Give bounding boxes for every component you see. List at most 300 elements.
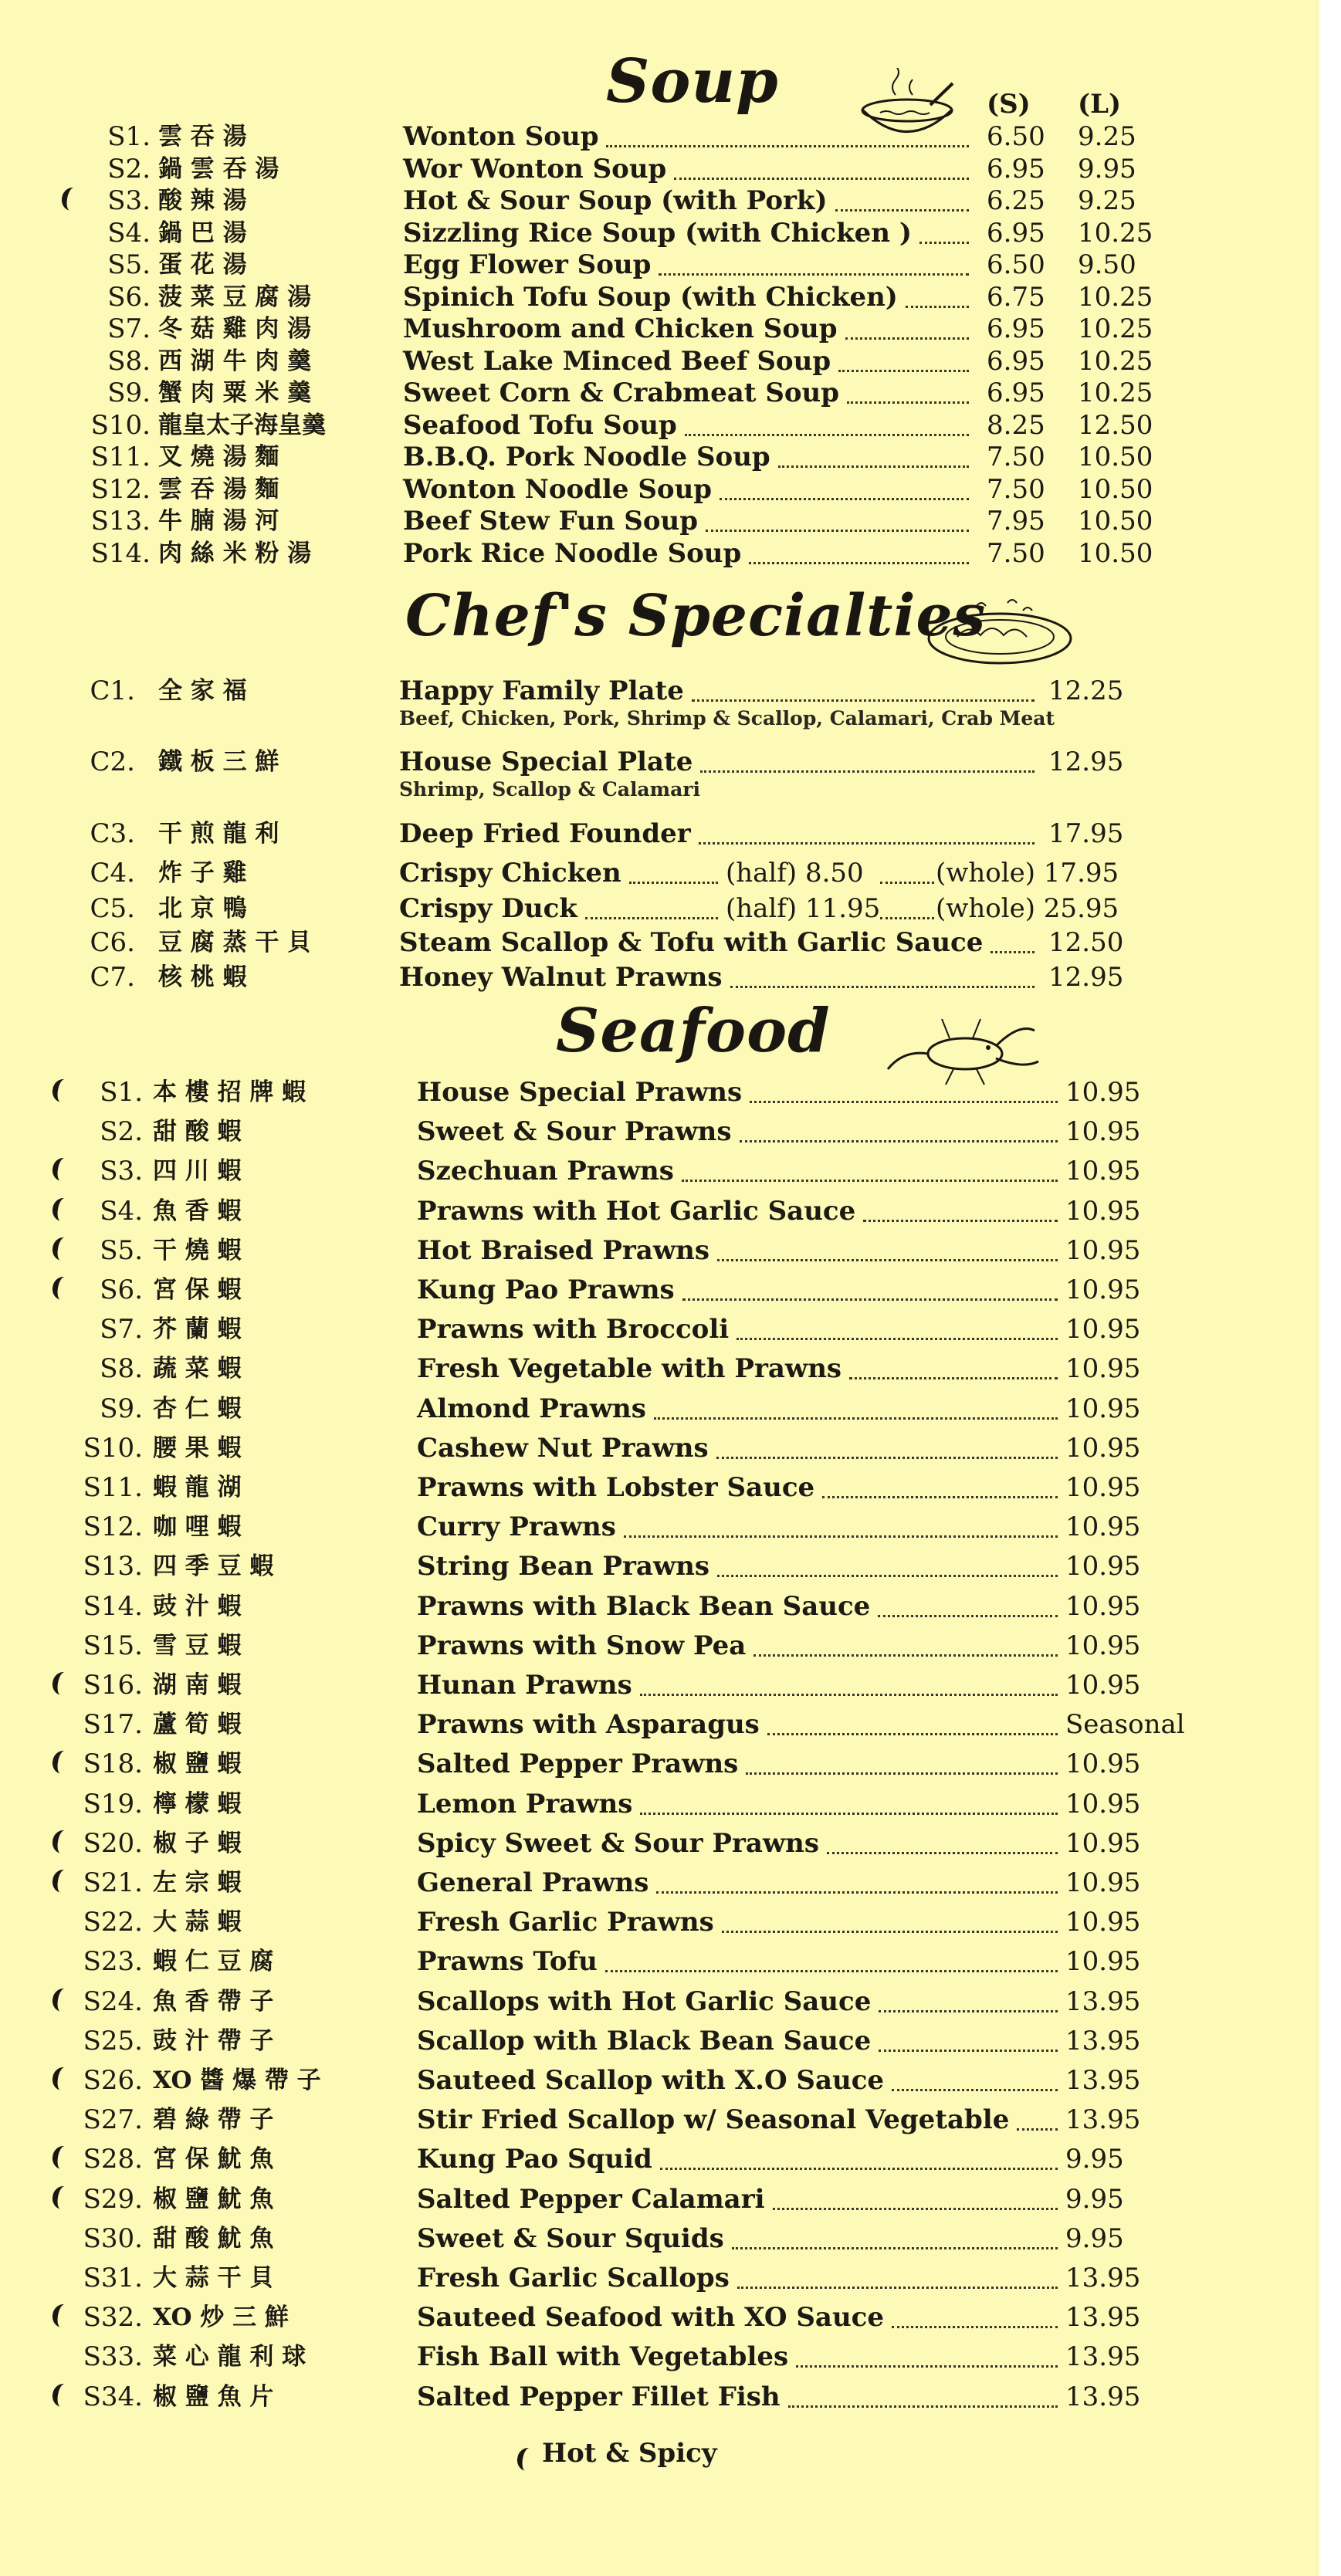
leader-dots xyxy=(892,2324,1058,2328)
item-english-name: Steam Scallop & Tofu with Garlic Sauce xyxy=(399,927,984,958)
item-chinese-name: 大 蒜 蝦 xyxy=(153,1908,242,1937)
item-chinese-name: 豉 汁 蝦 xyxy=(153,1592,242,1620)
item-chinese-name: 菠 菜 豆 腐 湯 xyxy=(158,283,312,311)
seafood-item-row xyxy=(0,1310,1341,1349)
item-chinese-name: XO 炒 三 鮮 xyxy=(153,2304,289,2332)
chef-item-row xyxy=(0,814,1341,853)
item-english-name: Sauteed Scallop with X.O Sauce xyxy=(417,2065,885,2096)
price-small: 6.25 xyxy=(987,185,1045,216)
leader-dots xyxy=(654,1416,1058,1420)
chef-item-row xyxy=(0,958,1341,997)
leader-dots xyxy=(605,1968,1058,1972)
item-english-name: Mushroom and Chicken Soup xyxy=(403,313,838,344)
item-code: S33. xyxy=(83,2341,143,2373)
seafood-item-row xyxy=(0,1508,1341,1546)
leader-dots xyxy=(849,1376,1058,1379)
price-large: 10.25 xyxy=(1078,377,1153,408)
leader-dots xyxy=(750,1099,1058,1103)
leader-dots xyxy=(753,1653,1058,1657)
seafood-item-row xyxy=(0,1152,1341,1190)
size-small-header: (S) xyxy=(987,89,1031,120)
price: 10.95 xyxy=(1065,1630,1141,1661)
item-code: S6. xyxy=(100,1274,143,1305)
seafood-section-title: Seafood xyxy=(556,996,831,1066)
item-english-name: Lemon Prawns xyxy=(417,1788,633,1819)
price: 17.95 xyxy=(1048,818,1124,849)
item-english-name: Wonton Noodle Soup xyxy=(403,473,713,505)
seafood-item-row xyxy=(0,1666,1341,1704)
price: 10.95 xyxy=(1065,1116,1141,1148)
leader-dots xyxy=(732,2246,1058,2249)
item-code: C2. xyxy=(90,746,135,777)
item-english-name: Prawns with Asparagus xyxy=(417,1709,760,1741)
item-english-name: Almond Prawns xyxy=(417,1393,646,1424)
seafood-item-row xyxy=(0,2140,1341,2178)
leader-dots xyxy=(822,1494,1058,1498)
leader-dots xyxy=(919,240,969,244)
item-chinese-name: 叉 燒 湯 麵 xyxy=(158,443,279,471)
item-chinese-name: 湖 南 蝦 xyxy=(153,1671,242,1699)
item-chinese-name: 鍋 巴 湯 xyxy=(158,218,247,247)
price: 10.95 xyxy=(1065,1748,1141,1780)
price: 9.95 xyxy=(1065,2183,1124,2215)
item-english-name: Scallop with Black Bean Sauce xyxy=(417,2025,872,2056)
leader-dots xyxy=(892,2087,1058,2091)
leader-dots xyxy=(730,984,1035,988)
item-english-name: Wonton Soup xyxy=(403,121,599,152)
leader-dots xyxy=(717,1258,1058,1261)
leader-dots xyxy=(640,1811,1058,1815)
item-code: S18. xyxy=(83,1748,143,1780)
item-code: S16. xyxy=(83,1670,143,1701)
item-english-name: House Special Prawns xyxy=(417,1077,743,1108)
seafood-item-row xyxy=(0,1863,1341,1902)
price-large: 10.50 xyxy=(1078,537,1153,569)
item-code: S1. xyxy=(100,1077,143,1108)
item-code: S13. xyxy=(83,1551,143,1582)
seafood-item-row xyxy=(0,1942,1341,1981)
item-chinese-name: 本 樓 招 牌 蝦 xyxy=(153,1078,306,1106)
leader-dots xyxy=(717,1573,1058,1577)
item-code: S2. xyxy=(107,153,151,184)
leader-dots xyxy=(699,841,1035,845)
price: 13.95 xyxy=(1065,2263,1141,2293)
size-large-header: (L) xyxy=(1078,89,1122,120)
chili-pepper-icon xyxy=(516,2446,540,2473)
item-english-name: West Lake Minced Beef Soup xyxy=(403,345,831,377)
item-english-name: Kung Pao Squid xyxy=(417,2144,652,2175)
price: 13.95 xyxy=(1065,2341,1141,2373)
item-code: C7. xyxy=(90,962,135,993)
item-code: S12. xyxy=(90,473,151,505)
leader-dots xyxy=(879,2009,1058,2012)
item-code: S27. xyxy=(83,2104,143,2136)
price-large: 10.25 xyxy=(1078,217,1153,249)
leader-dots xyxy=(659,272,969,276)
seafood-item-row xyxy=(0,1785,1341,1823)
price-large: 10.25 xyxy=(1078,281,1153,313)
plate-illustration xyxy=(923,591,1077,672)
item-chinese-name: 椒 鹽 魚 片 xyxy=(153,2382,274,2411)
seafood-item-row xyxy=(0,1271,1341,1309)
leader-dots xyxy=(585,916,718,919)
item-code: C3. xyxy=(90,818,135,849)
item-chinese-name: 椒 鹽 蝦 xyxy=(153,1750,242,1779)
leader-dots xyxy=(749,560,969,564)
item-chinese-name: 雲 吞 湯 xyxy=(158,123,247,151)
item-english-name: Fresh Garlic Prawns xyxy=(417,1907,714,1938)
item-chinese-name: 魚 香 蝦 xyxy=(153,1197,242,1225)
item-english-name: Sweet & Sour Prawns xyxy=(417,1116,732,1148)
item-chinese-name: 芥 蘭 蝦 xyxy=(153,1315,242,1344)
price: 10.95 xyxy=(1065,1907,1141,1938)
price-small: 7.50 xyxy=(987,537,1045,569)
price: 10.95 xyxy=(1065,1788,1141,1819)
item-chinese-name: 鐵 板 三 鮮 xyxy=(158,748,279,776)
price: 12.95 xyxy=(1048,962,1124,993)
leader-dots xyxy=(838,368,969,372)
item-chinese-name: 碧 綠 帶 子 xyxy=(153,2106,274,2134)
leader-dots xyxy=(737,2285,1058,2289)
item-code: S3. xyxy=(107,185,151,216)
price: 12.50 xyxy=(1048,927,1124,958)
seafood-item-row xyxy=(0,1627,1341,1665)
seafood-item-row xyxy=(0,2298,1341,2337)
leader-dots xyxy=(878,1613,1058,1617)
item-code: S24. xyxy=(83,1985,143,2017)
hot-spicy-legend xyxy=(517,2438,717,2469)
item-english-name: Hot & Sour Soup (with Pork) xyxy=(403,185,828,216)
price: 13.95 xyxy=(1065,2065,1141,2096)
item-chinese-name: 豆 腐 蒸 干 貝 xyxy=(158,929,312,956)
leader-dots xyxy=(640,1692,1058,1696)
leader-dots xyxy=(629,880,718,884)
price-small: 6.75 xyxy=(987,281,1045,313)
price: 10.95 xyxy=(1065,1077,1141,1108)
item-code: S5. xyxy=(107,249,151,280)
price-half: (half) 11.95 xyxy=(726,893,881,924)
leader-dots xyxy=(685,432,969,436)
item-english-name: Prawns with Hot Garlic Sauce xyxy=(417,1195,856,1227)
item-chinese-name: 宮 保 魷 魚 xyxy=(153,2145,274,2174)
price: Seasonal xyxy=(1065,1709,1185,1741)
item-chinese-name: 雪 豆 蝦 xyxy=(153,1631,242,1660)
price-large: 10.50 xyxy=(1078,506,1153,537)
price-small: 6.50 xyxy=(987,249,1045,280)
seafood-item-row xyxy=(0,1547,1341,1586)
item-english-name: String Bean Prawns xyxy=(417,1551,710,1582)
chef-item-row xyxy=(0,889,1341,928)
leader-dots xyxy=(716,1455,1058,1459)
price-whole: (whole) 25.95 xyxy=(936,893,1119,924)
seafood-item-row xyxy=(0,1112,1341,1151)
item-english-name: Prawns with Black Bean Sauce xyxy=(417,1590,871,1622)
leader-dots xyxy=(737,1336,1058,1340)
item-chinese-name: 牛 腩 湯 河 xyxy=(158,507,279,535)
scan-border xyxy=(1319,0,1341,2576)
item-code: S23. xyxy=(83,1946,143,1978)
item-code: S32. xyxy=(83,2302,143,2334)
price: 10.95 xyxy=(1065,1393,1141,1424)
item-code: S5. xyxy=(100,1234,143,1266)
item-english-name: Pork Rice Noodle Soup xyxy=(403,537,742,569)
price-large: 12.50 xyxy=(1078,409,1153,441)
price: 9.95 xyxy=(1065,2144,1124,2175)
soup-item-row xyxy=(0,534,1341,573)
price-small: 6.95 xyxy=(987,217,1045,249)
item-english-name: General Prawns xyxy=(417,1867,649,1898)
seafood-item-row xyxy=(0,2219,1341,2258)
item-english-name: Honey Walnut Prawns xyxy=(399,962,723,993)
price-large: 10.25 xyxy=(1078,345,1153,377)
price-small: 7.50 xyxy=(987,442,1045,472)
seafood-item-row xyxy=(0,1982,1341,2021)
item-english-name: Prawns with Broccoli xyxy=(417,1314,730,1346)
item-chinese-name: 左 宗 蝦 xyxy=(153,1869,242,1897)
price-small: 6.95 xyxy=(987,153,1045,184)
item-code: S6. xyxy=(107,281,151,313)
seafood-item-row xyxy=(0,2378,1341,2416)
item-code: S10. xyxy=(90,409,151,441)
item-code: S7. xyxy=(100,1314,143,1346)
item-english-name: Prawns with Lobster Sauce xyxy=(417,1472,815,1503)
chefs-specialties-section-title: Chef's Specialties xyxy=(405,583,987,649)
item-code: S13. xyxy=(90,506,151,537)
item-english-name: Seafood Tofu Soup xyxy=(403,409,677,441)
item-chinese-name: 蝦 龍 湖 xyxy=(153,1474,242,1501)
leader-dots xyxy=(991,949,1035,953)
item-code: S28. xyxy=(83,2144,143,2175)
item-english-name: Salted Pepper Prawns xyxy=(417,1748,739,1780)
price-small: 6.95 xyxy=(987,313,1045,344)
leader-dots xyxy=(767,1731,1058,1735)
item-english-name: Curry Prawns xyxy=(417,1511,616,1543)
item-chinese-name: XO 醬 爆 帶 子 xyxy=(153,2067,321,2094)
price-large: 9.50 xyxy=(1078,249,1136,280)
item-chinese-name: 蟹 肉 粟 米 羹 xyxy=(158,379,312,407)
seafood-item-row xyxy=(0,1073,1341,1112)
item-english-name: Deep Fried Founder xyxy=(399,818,691,849)
leader-dots xyxy=(845,336,969,340)
seafood-item-row xyxy=(0,2100,1341,2139)
price-small: 7.50 xyxy=(987,473,1045,505)
item-chinese-name: 干 煎 龍 利 xyxy=(158,820,279,848)
price: 13.95 xyxy=(1065,2381,1141,2412)
leader-dots xyxy=(706,528,969,532)
price: 12.95 xyxy=(1048,746,1124,777)
item-code: S26. xyxy=(83,2065,143,2096)
seafood-item-row xyxy=(0,2259,1341,2297)
soup-section-title: Soup xyxy=(606,46,779,117)
price-large: 10.50 xyxy=(1078,473,1153,505)
item-english-name: House Special Plate xyxy=(399,746,693,777)
price-half: (half) 8.50 xyxy=(726,858,864,889)
price-small: 8.25 xyxy=(987,409,1045,441)
seafood-item-row xyxy=(0,1903,1341,1941)
item-chinese-name: 蛋 花 湯 xyxy=(158,251,247,279)
item-english-name: Prawns with Snow Pea xyxy=(417,1630,747,1661)
item-chinese-name: 酸 辣 湯 xyxy=(158,187,247,215)
price: 12.25 xyxy=(1048,675,1124,706)
price: 13.95 xyxy=(1065,2302,1141,2334)
item-english-name: Egg Flower Soup xyxy=(403,249,652,280)
chef-item-row xyxy=(0,854,1341,892)
item-english-name: Fish Ball with Vegetables xyxy=(417,2341,789,2373)
item-english-name: Scallops with Hot Garlic Sauce xyxy=(417,1985,872,2017)
price: 10.95 xyxy=(1065,1827,1141,1859)
item-code: S19. xyxy=(83,1788,143,1819)
price: 10.95 xyxy=(1065,1195,1141,1227)
item-chinese-name: 杏 仁 蝦 xyxy=(153,1394,242,1423)
item-code: S1. xyxy=(107,121,151,152)
item-chinese-name: 咖 哩 蝦 xyxy=(153,1513,242,1542)
item-code: C4. xyxy=(90,858,135,889)
leader-dots xyxy=(880,916,934,919)
item-chinese-name: 雲 吞 湯 麵 xyxy=(158,475,279,503)
price: 10.95 xyxy=(1065,1590,1141,1622)
seafood-item-row xyxy=(0,1390,1341,1428)
leader-dots xyxy=(624,1534,1058,1538)
item-code: S10. xyxy=(83,1432,143,1464)
item-chinese-name: 魚 香 帶 子 xyxy=(153,1987,274,2016)
item-english-name: Szechuan Prawns xyxy=(417,1156,674,1187)
item-english-name: Salted Pepper Calamari xyxy=(417,2183,765,2215)
item-code: C5. xyxy=(90,893,135,924)
item-chinese-name: 肉 絲 米 粉 湯 xyxy=(158,539,312,567)
item-code: S9. xyxy=(107,377,151,408)
price-large: 10.25 xyxy=(1078,313,1153,344)
leader-dots xyxy=(1017,2127,1058,2131)
item-code: S7. xyxy=(107,313,151,344)
leader-dots xyxy=(746,1771,1058,1775)
item-chinese-name: 豉 汁 帶 子 xyxy=(153,2026,274,2055)
leader-dots xyxy=(835,208,969,212)
leader-dots xyxy=(682,1178,1058,1182)
item-code: S11. xyxy=(83,1472,143,1503)
item-chinese-name: 椒 鹽 魷 魚 xyxy=(153,2185,274,2213)
leader-dots xyxy=(660,2166,1058,2170)
item-english-name: Spinich Tofu Soup (with Chicken) xyxy=(403,281,898,313)
price: 10.95 xyxy=(1065,1472,1141,1503)
price-large: 9.25 xyxy=(1078,121,1136,152)
chef-item-row xyxy=(0,743,1341,781)
item-english-name: Fresh Garlic Scallops xyxy=(417,2263,730,2293)
item-code: S12. xyxy=(83,1511,143,1543)
leader-dots xyxy=(606,144,969,147)
seafood-item-row xyxy=(0,1192,1341,1230)
item-chinese-name: 蝦 仁 豆 腐 xyxy=(153,1948,274,1976)
item-english-name: Sizzling Rice Soup (with Chicken ) xyxy=(403,217,912,249)
item-english-name: Cashew Nut Prawns xyxy=(417,1432,709,1464)
item-chinese-name: 炸 子 雞 xyxy=(158,859,247,887)
item-english-name: Sauteed Seafood with XO Sauce xyxy=(417,2302,885,2334)
item-chinese-name: 四 川 蝦 xyxy=(153,1157,242,1186)
leader-dots xyxy=(656,1890,1058,1894)
chef-item-row xyxy=(0,672,1341,710)
item-chinese-name: 蘆 筍 蝦 xyxy=(153,1711,242,1739)
seafood-item-row xyxy=(0,1429,1341,1467)
leader-dots xyxy=(674,176,969,180)
price: 9.95 xyxy=(1065,2222,1124,2254)
leader-dots xyxy=(879,2048,1058,2052)
item-chinese-name: 菜 心 龍 利 球 xyxy=(153,2343,306,2371)
item-english-name: Crispy Chicken xyxy=(399,858,621,889)
item-note: Shrimp, Scallop & Calamari xyxy=(399,778,700,801)
leader-dots xyxy=(740,1139,1058,1142)
seafood-item-row xyxy=(0,1705,1341,1744)
price-small: 6.95 xyxy=(987,377,1045,408)
item-code: S22. xyxy=(83,1907,143,1938)
leader-dots xyxy=(788,2404,1058,2408)
item-code: S17. xyxy=(83,1709,143,1741)
item-chinese-name: 椒 子 蝦 xyxy=(153,1829,242,1857)
price: 13.95 xyxy=(1065,1985,1141,2017)
price: 10.95 xyxy=(1065,1551,1141,1582)
item-english-name: Beef Stew Fun Soup xyxy=(403,506,699,537)
seafood-item-row xyxy=(0,1231,1341,1270)
item-english-name: Salted Pepper Fillet Fish xyxy=(417,2381,781,2412)
leader-dots xyxy=(906,304,969,308)
item-code: S15. xyxy=(83,1630,143,1661)
item-code: S3. xyxy=(100,1156,143,1187)
leader-dots xyxy=(692,698,1035,702)
item-chinese-name: 大 蒜 干 貝 xyxy=(153,2264,274,2292)
item-note: Beef, Chicken, Pork, Shrimp & Scallop, Calamari, Crab Meat xyxy=(399,707,1055,729)
item-english-name: Kung Pao Prawns xyxy=(417,1274,675,1305)
seafood-item-row xyxy=(0,2337,1341,2376)
leader-dots xyxy=(827,1850,1058,1854)
price-small: 7.95 xyxy=(987,506,1045,537)
item-chinese-name: 北 京 鴨 xyxy=(158,895,247,922)
item-code: S9. xyxy=(100,1393,143,1424)
seafood-item-row xyxy=(0,2022,1341,2060)
seafood-item-row xyxy=(0,1587,1341,1626)
leader-dots xyxy=(773,2206,1058,2210)
price: 10.95 xyxy=(1065,1314,1141,1346)
item-code: S8. xyxy=(107,345,151,377)
leader-dots xyxy=(847,400,969,404)
item-english-name: Fresh Vegetable with Prawns xyxy=(417,1353,842,1385)
item-english-name: Wor Wonton Soup xyxy=(403,153,667,184)
price-large: 9.95 xyxy=(1078,153,1136,184)
item-code: S25. xyxy=(83,2025,143,2056)
item-chinese-name: 核 桃 蝦 xyxy=(158,963,247,991)
leader-dots xyxy=(863,1218,1058,1222)
item-english-name: Sweet & Sour Squids xyxy=(417,2222,724,2254)
item-chinese-name: 甜 酸 蝦 xyxy=(153,1118,242,1146)
item-chinese-name: 全 家 福 xyxy=(158,677,247,705)
seafood-item-row xyxy=(0,2180,1341,2219)
item-chinese-name: 鍋 雲 吞 湯 xyxy=(158,154,279,183)
seafood-item-row xyxy=(0,2061,1341,2100)
item-code: S34. xyxy=(83,2381,143,2412)
item-english-name: B.B.Q. Pork Noodle Soup xyxy=(403,442,770,472)
price: 10.95 xyxy=(1065,1867,1141,1898)
seafood-item-row xyxy=(0,1824,1341,1863)
item-code: S4. xyxy=(100,1195,143,1227)
price: 10.95 xyxy=(1065,1670,1141,1701)
item-english-name: Prawns Tofu xyxy=(417,1946,598,1978)
item-english-name: Spicy Sweet & Sour Prawns xyxy=(417,1827,820,1859)
item-code: S2. xyxy=(100,1116,143,1148)
item-code: S29. xyxy=(83,2183,143,2215)
price-whole: (whole) 17.95 xyxy=(936,858,1119,889)
item-chinese-name: 檸 檬 蝦 xyxy=(153,1789,242,1818)
price: 13.95 xyxy=(1065,2025,1141,2056)
leader-dots xyxy=(722,1929,1058,1933)
item-code: C1. xyxy=(90,675,135,706)
item-chinese-name: 宮 保 蝦 xyxy=(153,1276,242,1304)
